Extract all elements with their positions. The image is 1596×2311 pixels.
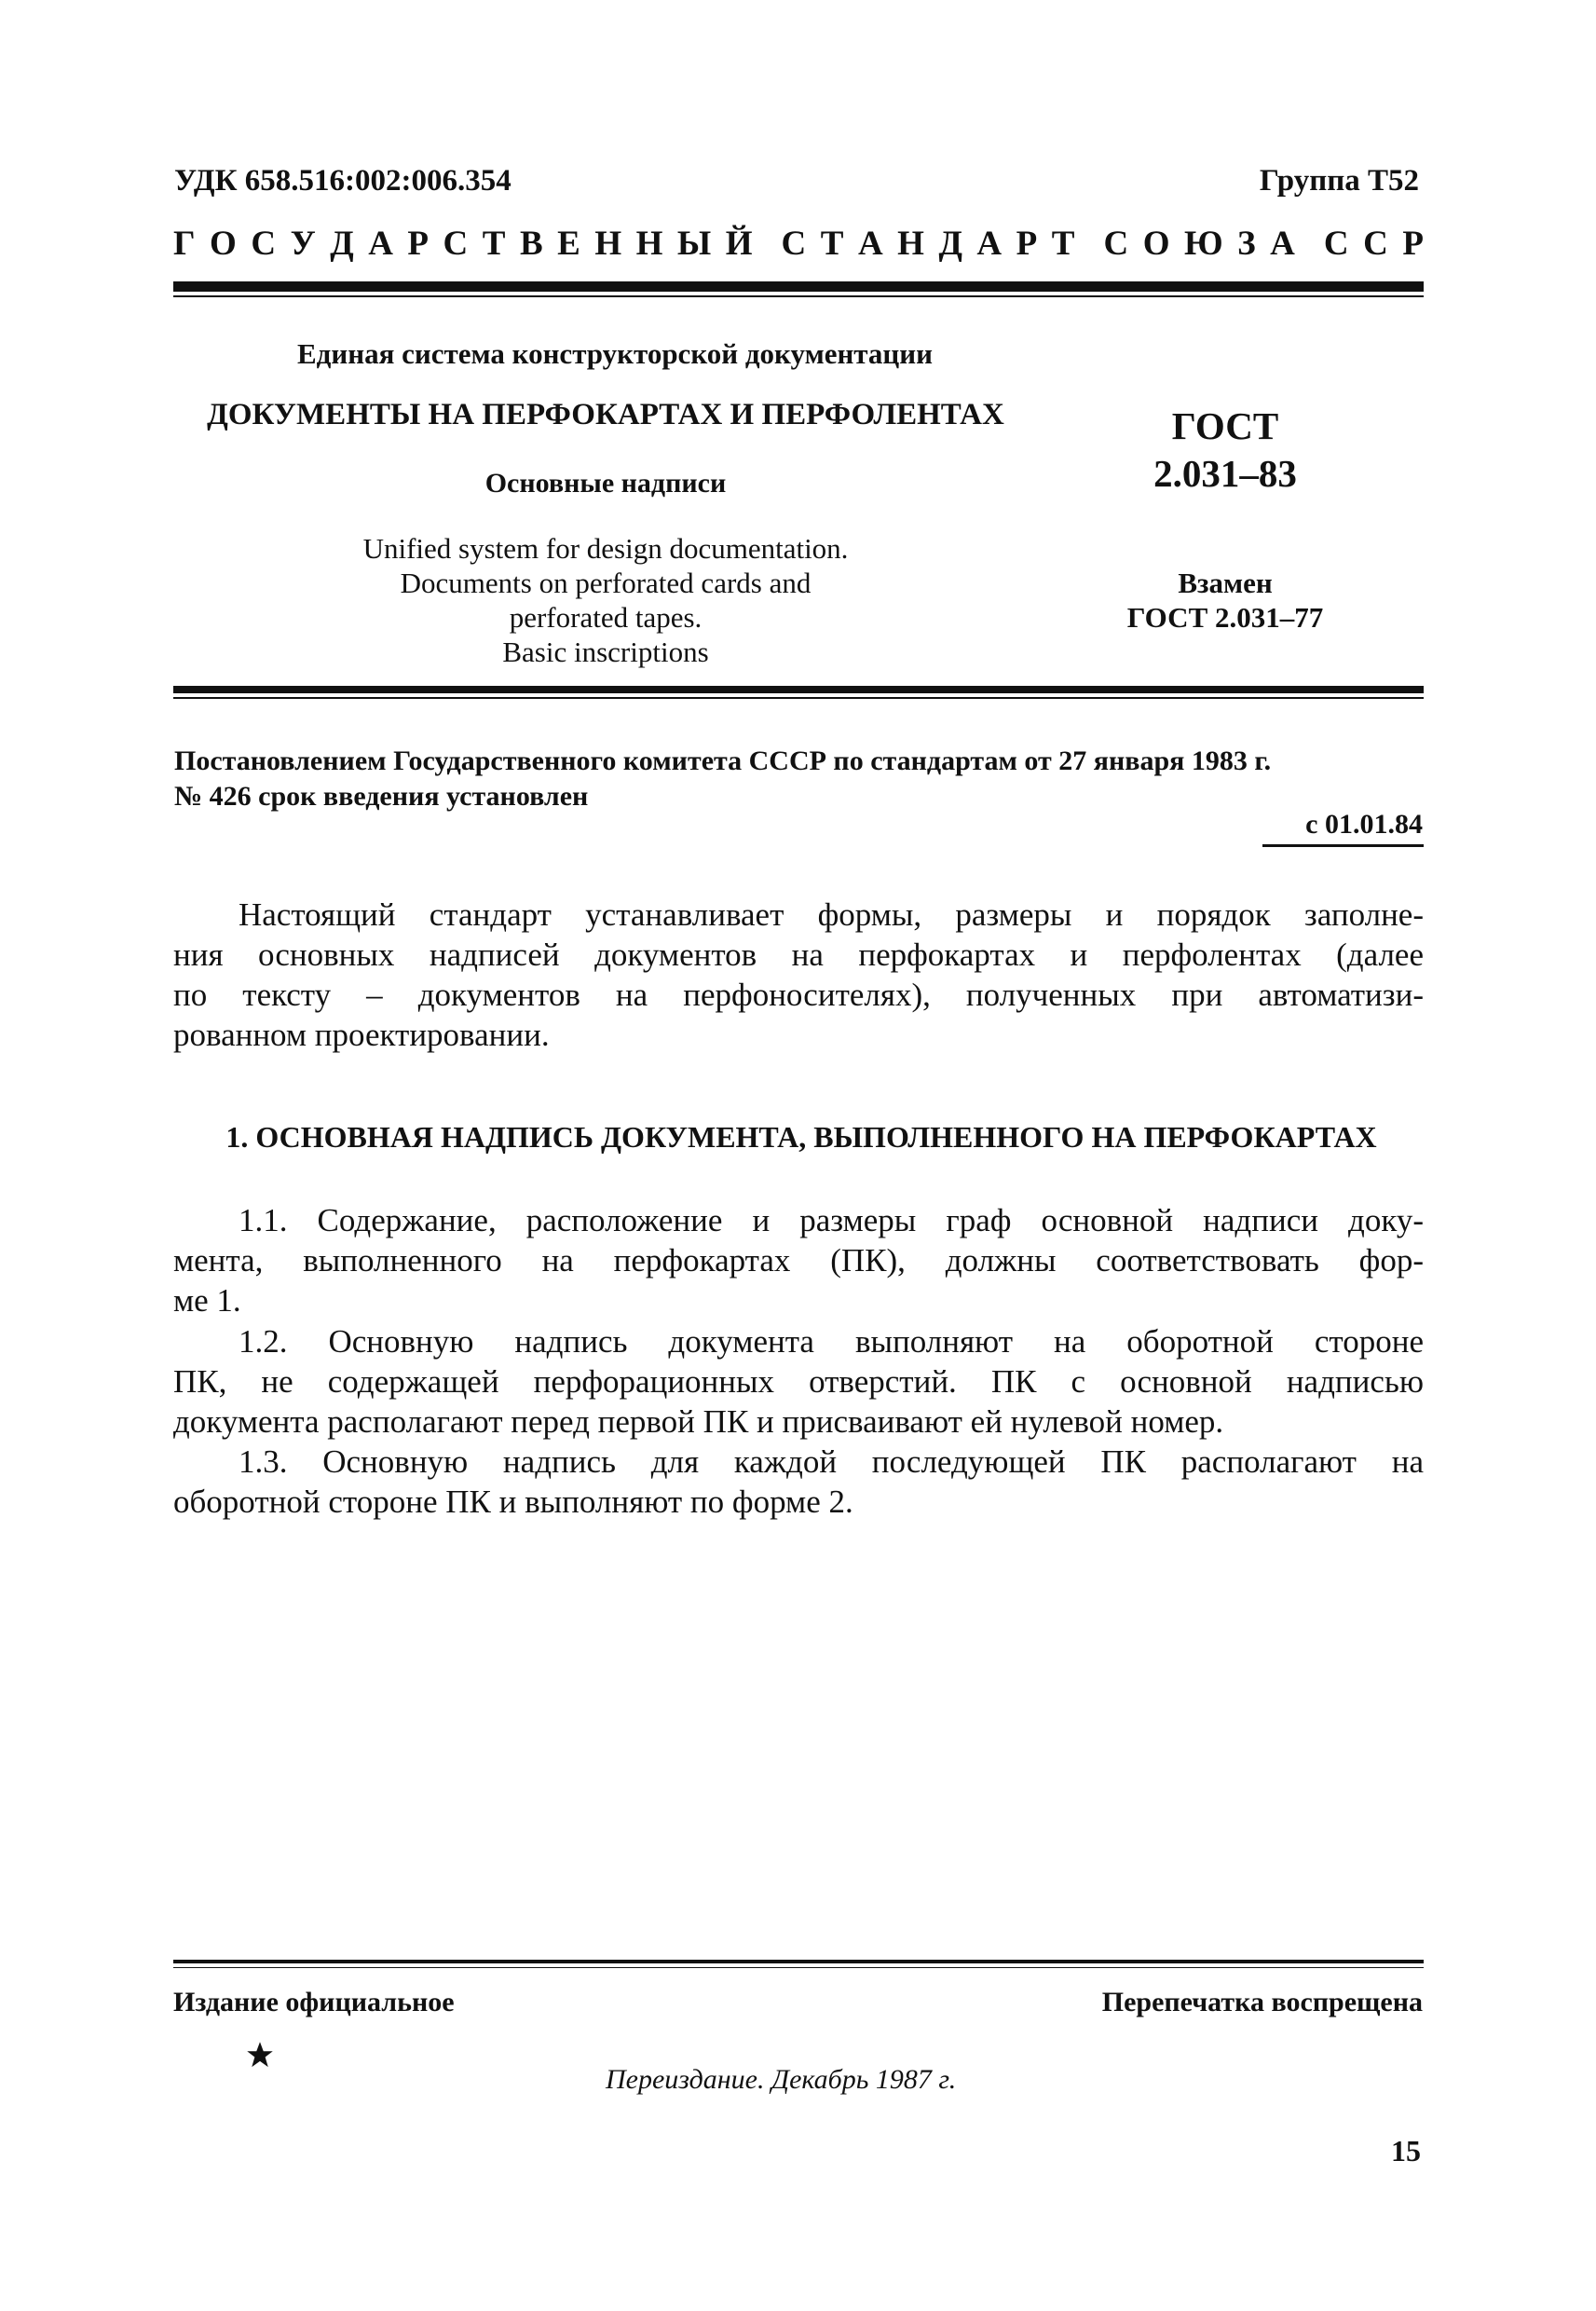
reissue-note: Переиздание. Декабрь 1987 г. [606,2064,957,2095]
paragraph-line: 1.2. Основную надпись документа выполняют на оборотной стороне [239,1323,1424,1360]
paragraph-line: оборотной стороне ПК и выполняют по форме 2. [173,1484,853,1520]
heading-letter: С [251,225,277,263]
english-line: Basic inscriptions [502,636,709,668]
footer-rule-thick [173,1960,1424,1963]
paragraph-line: 1.1. Содержание, расположение и размеры граф основной надписи доку- [239,1202,1424,1238]
english-line: perforated tapes. [509,601,703,634]
heading-letter: О [1142,225,1170,263]
heading-letter: С [1363,225,1388,263]
page-number: 15 [1391,2134,1421,2167]
heading-letter: С [1323,225,1349,263]
heading-letter: Н [594,225,622,263]
group-code: Группа Т52 [1259,164,1419,198]
heading-letter: Т [482,225,506,263]
heading-letter: Р [407,225,430,263]
state-standard-heading [173,224,1424,264]
heading-letter: Н [635,225,663,263]
replaces-document: ГОСТ 2.031–77 [1126,601,1324,634]
heading-letter: Т [820,225,844,263]
heading-letter: Р [1402,225,1424,263]
star-icon [246,2041,274,2069]
heading-letter: Ю [1183,225,1223,263]
paragraph-1-3 [173,1442,1424,1522]
heading-letter: Й [725,225,753,263]
english-title [298,531,913,669]
heading-letter: Н [897,225,924,263]
gost-number: 2.031–83 [1153,452,1297,495]
document-subtitle: Основные надписи [484,468,727,499]
title-rule-thick [173,686,1424,693]
paragraph-line: ПК, не содержащей перфорационных отверстий. ПК с основной надписью [173,1363,1424,1400]
paragraph-1-1 [173,1200,1424,1320]
heading-letter: З [1237,225,1256,263]
decree-line-1: Постановлением Государственного комитета СССР по стандартам от 27 января 1983 г. [174,745,1272,776]
title-rule-thin [173,697,1424,699]
paragraph-line: документа располагают перед первой ПК и присваивают ей нулевой номер. [173,1403,1224,1440]
decree-text [174,744,1425,814]
heading-letter: А [368,225,393,263]
footer-rule-thin [173,1967,1424,1968]
gost-label: ГОСТ [1171,404,1279,447]
section-1-title: 1. ОСНОВНАЯ НАДПИСЬ ДОКУМЕНТА, ВЫПОЛНЕННОГО НА ПЕРФОКАРТАХ [225,1120,1377,1154]
heading-letter: Ы [676,225,712,263]
date-underline [1262,844,1424,847]
heading-letter: Г [173,225,196,263]
replaces-label: Взамен [1178,567,1273,599]
paragraph-1-2 [173,1321,1424,1442]
header-rule-thick [173,281,1424,292]
heading-letter: С [781,225,807,263]
paragraph-line: мента, выполненного на перфокартах (ПК), должны соответствовать фор- [173,1242,1424,1279]
udk-code: УДК 658.516:002:006.354 [174,164,512,198]
reprint-prohibited: Перепечатка воспрещена [1101,1987,1423,2017]
heading-letter: А [857,225,883,263]
intro-line: по тексту – документов на перфоносителях), полученных при автоматизи- [173,977,1424,1013]
header-rule-thin [173,295,1424,297]
intro-paragraph [173,895,1424,1055]
heading-letter: С [1103,225,1129,263]
official-edition: Издание официальное [173,1987,455,2017]
heading-letter: Р [1016,225,1038,263]
heading-letter: Д [330,225,354,263]
heading-letter: Д [938,225,962,263]
intro-line: ния основных надписей документов на перфокартах и перфолентах (далее [173,937,1424,973]
heading-letter: В [519,225,543,263]
paragraph-line: 1.3. Основную надпись для каждой последующей ПК располагают на [239,1443,1424,1480]
decree-line-2: № 426 срок введения установлен [174,781,589,812]
intro-line: рованном проектировании. [173,1017,550,1053]
document-title: ДОКУМЕНТЫ НА ПЕРФОКАРТАХ И ПЕРФОЛЕНТАХ [207,398,1004,431]
english-line: Documents on perforated cards and [400,567,812,599]
heading-letter: У [290,225,316,263]
heading-letter: Т [1051,225,1075,263]
effective-date: с 01.01.84 [1305,809,1423,840]
paragraph-line: ме 1. [173,1282,241,1319]
intro-line: Настоящий стандарт устанавливает формы, размеры и порядок заполне- [239,896,1424,933]
heading-letter: Е [557,225,580,263]
heading-letter: О [210,225,237,263]
heading-letter: С [443,225,469,263]
heading-letter: А [1270,225,1295,263]
system-name: Единая система конструкторской документации [297,337,933,370]
heading-letter: А [976,225,1003,263]
english-line: Unified system for design documentation. [362,532,849,565]
